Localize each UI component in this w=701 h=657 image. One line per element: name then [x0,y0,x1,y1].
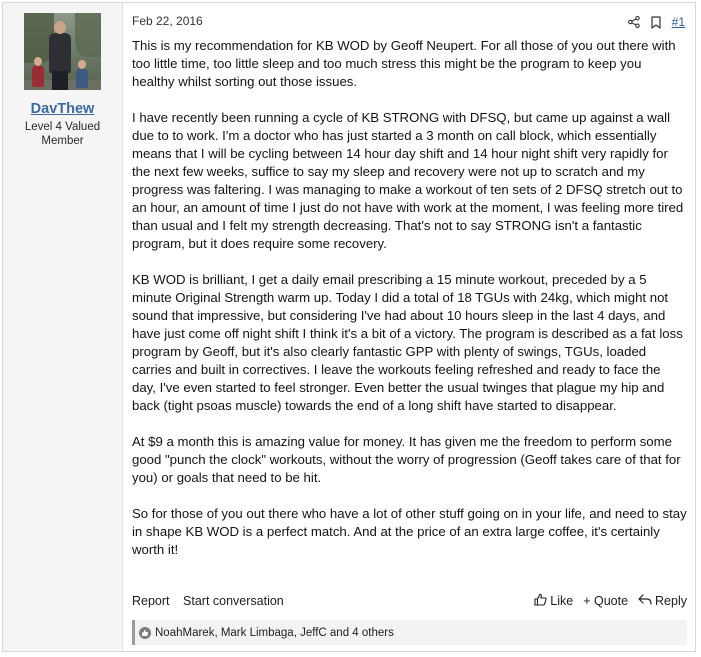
post-date[interactable]: Feb 22, 2016 [132,14,203,28]
post-body [132,37,687,559]
reactions-bar[interactable] [132,620,687,645]
post-paragraph: KB WOD is brilliant, I get a daily email prescribing a 15 minute workout, preceded by a 5 minute Original Strength warm up. Today I did a total of 18 TGUs with 24kg, which might not sound that impressive, but considering I've had about 10 hours sleep in the last 4 days, and have just come off night shift I think it's a bit of a victory. The program is described as a fat loss program by Geoff, but it's also clearly fantastic GPP with plenty of swings, TGUs, loaded carries and built in correctives. I leave the workouts feeling refreshed and ready to face the day, I've even started to feel stronger. Even better the usual twinges that plague my hip and back (tight psoas muscle) towards the end of a long shift have started to disappear. [132,272,683,413]
reply-label: Reply [655,594,687,608]
forum-post [2,2,696,652]
quote-button[interactable]: + Quote [583,594,629,608]
bookmark-icon[interactable] [650,15,662,29]
post-footer [132,593,687,609]
share-icon[interactable] [628,15,640,29]
like-reaction-icon [139,627,151,639]
report-link[interactable]: Report [132,594,170,608]
user-title: Level 4 Valued Member [24,121,101,147]
user-sidebar [3,3,123,651]
post-paragraph: At $9 a month this is amazing value for money. It has given me the freedom to perform some good "punch the clock" workouts, without the worry of progression (Geoff takes care of that for you) or goals that need to be hit. [132,434,681,485]
post-main [123,3,695,651]
post-paragraph: This is my recommendation for KB WOD by Geoff Neupert. For all those of you out there with too little time, too little sleep and too much stress this might be the program to keep you healthy whilst sorting out those issues. [132,38,676,89]
post-actions [628,15,687,29]
like-button[interactable] [534,593,573,609]
post-paragraph: I have recently been running a cycle of KB STRONG with DFSQ, but came up against a wall due to to work. I'm a doctor who has just started a 3 month on call block, which essentially means that I will be cycling between 14 hour day shift and 14 hour night shift very rapidly for the next few weeks, suffice to say my sleep and recovery were not up to scratch and my progress was faltering. I was managing to make a workout of ten sets of 2 DFSQ stretch out to an hour, an amount of time I just do not have with work at the moment, I was feeling more tired than usual and I felt my strength decreasing. That's not to say STRONG isn't a fantastic program, but it does require some recovery. [132,110,684,251]
like-label: Like [550,594,574,608]
reactions-text[interactable]: NoahMarek, Mark Limbaga, JeffC and 4 others [155,626,394,639]
post-paragraph: So for those of you out there who have a lot of other stuff going on in your life, and need to stay in shape KB WOD is a perfect match. And at the price of an extra large coffee, it's certainly worth it! [132,506,687,557]
thumbs-up-icon [534,593,547,609]
reply-button[interactable] [638,594,687,608]
avatar[interactable] [24,13,101,90]
reply-arrow-icon [638,594,652,608]
username-link[interactable]: DavThew [30,101,95,117]
start-conversation-link[interactable]: Start conversation [183,594,284,608]
post-number-link[interactable]: #1 [671,15,685,29]
post-header [132,3,687,41]
